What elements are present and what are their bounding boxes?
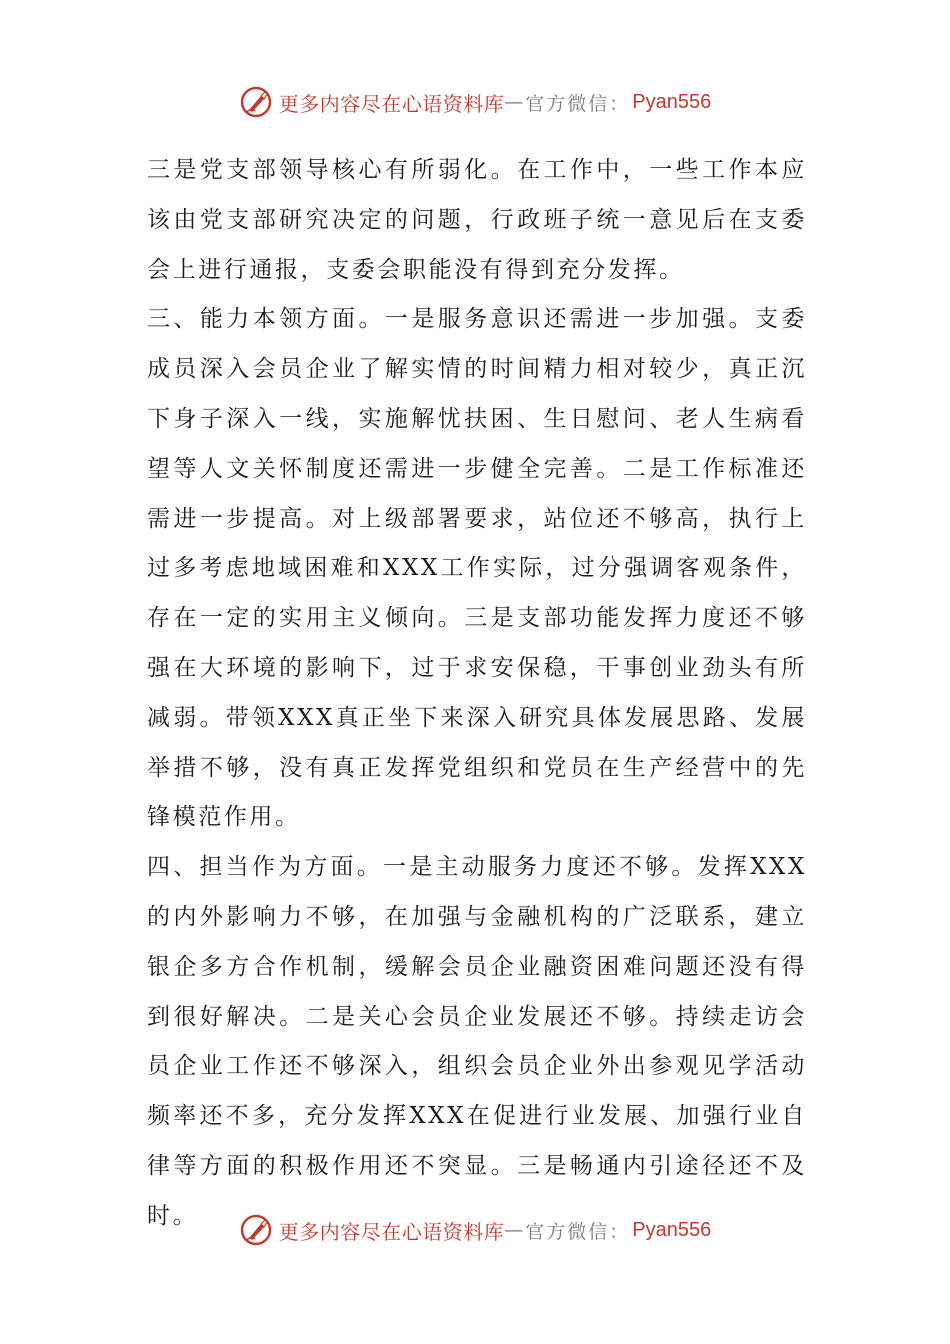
paragraph-responsibility-action: 四、担当作为方面。一是主动服务力度还不够。发挥XXX的内外影响力不够，在加强与金融机构的广泛联系，建立银企多方合作机制，缓解会员企业融资困难问题还没有得到很好解决。二是关心会员企业发展还不够。持续走访会员企业工作还不够深入，组织会员企业外出参观见学活动频率还不多，充分发挥XXX在促进行业发展、加强行业自律等方面的积极作用还不突显。三是畅通内引途径还不及时。 xyxy=(147,854,807,1229)
banner-wechat-label: 官方微信： xyxy=(525,92,631,115)
document-body xyxy=(147,146,807,1242)
pen-nib-seal-icon xyxy=(239,1213,273,1247)
banner-site-text: 更多内容尽在心语资料库 xyxy=(278,1219,505,1244)
footer-banner xyxy=(0,1208,950,1252)
banner-wechat-id: Pyan556 xyxy=(632,1218,712,1241)
banner-wechat-label: 官方微信： xyxy=(525,1220,631,1243)
banner-wechat-id: Pyan556 xyxy=(632,90,712,113)
header-banner xyxy=(0,80,950,124)
banner-dash: — xyxy=(504,1219,526,1241)
banner-site-text: 更多内容尽在心语资料库 xyxy=(278,91,505,116)
pen-nib-seal-icon xyxy=(239,85,273,119)
paragraph-party-branch-core: 三是党支部领导核心有所弱化。在工作中，一些工作本应该由党支部研究决定的问题，行政班子统一意见后在支委会上进行通报，支委会职能没有得到充分发挥。 xyxy=(147,157,807,283)
banner-dash: — xyxy=(504,91,526,113)
paragraph-ability-skills: 三、能力本领方面。一是服务意识还需进一步加强。支委成员深入会员企业了解实情的时间精力相对较少，真正沉下身子深入一线，实施解忧扶困、生日慰问、老人生病看望等人文关怀制度还需进一步健全完善。二是工作标准还需进一步提高。对上级部署要求，站位还不够高，执行上过多考虑地域困难和XXX工作实际，过分强调客观条件，存在一定的实用主义倾向。三是支部功能发挥力度还不够强在大环境的影响下，过于求安保稳，干事创业劲头有所减弱。带领XXX真正坐下来深入研究具体发展思路、发展举措不够，没有真正发挥党组织和党员在生产经营中的先锋模范作用。 xyxy=(147,306,807,831)
